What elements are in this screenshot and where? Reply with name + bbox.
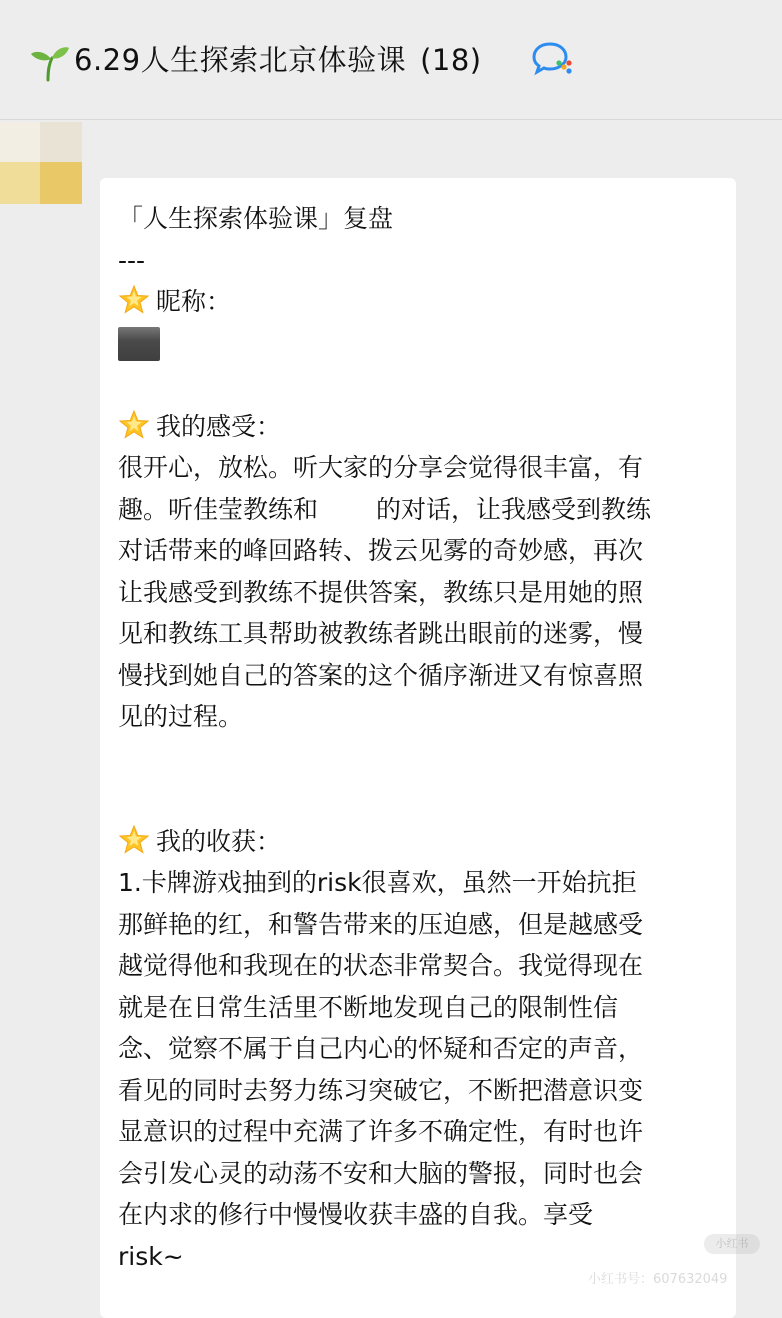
chat-title[interactable] — [74, 38, 482, 82]
feeling-line: 慢找到她自己的答案的这个循序渐进又有惊喜照 — [118, 660, 644, 690]
feeling-line: 趣。听佳莹教练和 的对话，让我感受到教练 — [118, 494, 652, 524]
chat-header — [0, 0, 782, 120]
review-title: 「人生探索体验课」复盘 — [118, 204, 394, 233]
feeling-line: 见和教练工具帮助被教练者跳出眼前的迷雾，慢 — [118, 619, 644, 648]
harvest-line: 1.卡牌游戏抽到的risk很喜欢，虽然一开始抗拒 — [118, 868, 637, 897]
harvest-label: 我的收获： — [156, 826, 282, 856]
chat-title-text: 6.29人生探索北京体验课 — [74, 43, 407, 77]
sender-avatar[interactable] — [0, 122, 82, 204]
glowing-star-icon — [118, 409, 150, 441]
harvest-line: risk~ — [118, 1241, 184, 1271]
watermark-id: 小红书号：607632049 — [588, 1272, 728, 1287]
sprout-icon — [28, 40, 72, 84]
nickname-value — [118, 323, 724, 365]
feeling-heading — [118, 406, 724, 448]
glowing-star-icon — [118, 824, 150, 856]
harvest-line: 越觉得他和我现在的状态非常契合。我觉得现在 — [118, 951, 644, 980]
harvest-line: 看见的同时去努力练习突破它，不断把潜意识变 — [118, 1075, 644, 1105]
harvest-line: 会引发心灵的动荡不安和大脑的警报，同时也会 — [118, 1158, 644, 1188]
harvest-line: 显意识的过程中充满了许多不确定性，有时也许 — [118, 1117, 644, 1146]
redacted-name — [318, 494, 376, 524]
harvest-heading — [118, 821, 724, 863]
redacted-nickname — [118, 327, 160, 361]
nickname-heading — [118, 281, 724, 323]
harvest-line: 那鲜艳的红，和警告带来的压迫感，但是越感受 — [118, 909, 644, 939]
watermark-logo: 小红书 — [704, 1234, 760, 1254]
feeling-line: 很开心，放松。听大家的分享会觉得很丰富，有 — [118, 453, 644, 482]
feeling-line: 让我感受到教练不提供答案，教练只是用她的照 — [118, 577, 644, 607]
feeling-line: 对话带来的峰回路转、拨云见雾的奇妙感，再次 — [118, 536, 644, 565]
nickname-label: 昵称： — [156, 287, 232, 316]
wechat-work-icon[interactable] — [532, 41, 574, 77]
glowing-star-icon — [118, 284, 150, 316]
member-count: (18) — [420, 43, 482, 77]
harvest-line: 在内求的修行中慢慢收获丰盛的自我。享受 — [118, 1200, 594, 1229]
message-content — [118, 198, 724, 1277]
feeling-label: 我的感受： — [156, 411, 282, 441]
harvest-line: 就是在日常生活里不断地发现自己的限制性信 — [118, 992, 619, 1022]
feeling-line: 见的过程。 — [118, 702, 244, 731]
separator: --- — [118, 245, 146, 275]
harvest-line: 念、觉察不属于自己内心的怀疑和否定的声音， — [118, 1034, 644, 1063]
